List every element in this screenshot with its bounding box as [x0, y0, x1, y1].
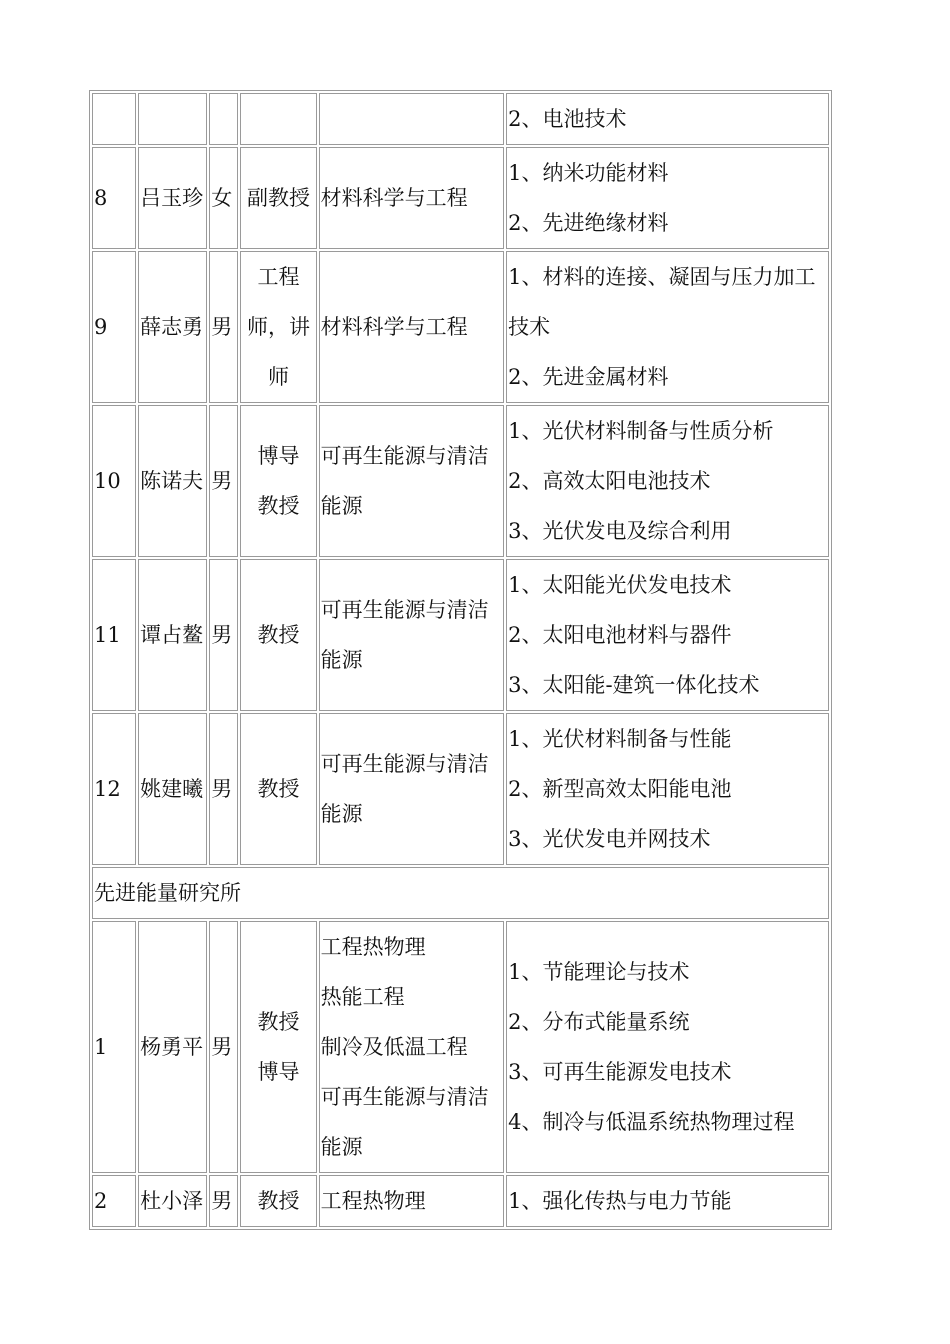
cell-line: 教授 — [257, 494, 300, 518]
cell-line: 能源 — [320, 648, 363, 672]
discipline — [319, 93, 505, 145]
table-body-lower — [92, 921, 829, 1227]
research-directions — [506, 713, 829, 865]
cell-line: 1、材料的连接、凝固与压力加工 — [508, 265, 816, 289]
research-directions — [506, 251, 829, 403]
gender: 男 — [209, 1175, 238, 1227]
academic-title — [240, 1175, 316, 1227]
cell-line: 能源 — [320, 1135, 363, 1159]
cell-line: 教授 — [257, 1189, 300, 1213]
discipline — [319, 921, 505, 1173]
cell-line: 2、太阳电池材料与器件 — [508, 623, 732, 647]
cell-line: 2、分布式能量系统 — [508, 1010, 690, 1034]
row-number: 9 — [92, 251, 136, 403]
cell-line: 3、可再生能源发电技术 — [508, 1060, 732, 1084]
cell-line: 材料科学与工程 — [320, 315, 468, 339]
cell-line: 师 — [267, 365, 289, 389]
gender: 男 — [209, 921, 238, 1173]
gender: 男 — [209, 713, 238, 865]
cell-line: 热能工程 — [320, 985, 405, 1009]
research-directions — [506, 147, 829, 249]
cell-line: 2、高效太阳电池技术 — [508, 469, 711, 493]
cell-line: 教授 — [257, 1010, 300, 1034]
discipline — [319, 405, 505, 557]
faculty-name: 陈诺夫 — [138, 405, 207, 557]
cell-line: 1、强化传热与电力节能 — [508, 1189, 732, 1213]
cell-line: 3、光伏发电并网技术 — [508, 827, 711, 851]
cell-line: 2、先进绝缘材料 — [508, 211, 669, 235]
faculty-name: 吕玉珍 — [138, 147, 207, 249]
discipline — [319, 713, 505, 865]
research-directions — [506, 1175, 829, 1227]
discipline — [319, 559, 505, 711]
academic-title — [240, 251, 316, 403]
cell-line: 可再生能源与清洁 — [320, 1085, 489, 1109]
cell-line: 1、光伏材料制备与性能 — [508, 727, 732, 751]
cell-line: 教授 — [257, 777, 300, 801]
cell-line: 副教授 — [246, 186, 310, 210]
cell-line: 1、太阳能光伏发电技术 — [508, 573, 732, 597]
cell-line: 材料科学与工程 — [320, 186, 468, 210]
section-header-row — [92, 867, 829, 919]
cell-line: 可再生能源与清洁 — [320, 752, 489, 776]
cell-line: 2、先进金属材料 — [508, 365, 669, 389]
row-number: 10 — [92, 405, 136, 557]
gender: 男 — [209, 405, 238, 557]
cell-line: 2、新型高效太阳能电池 — [508, 777, 732, 801]
section-title: 先进能量研究所 — [92, 867, 829, 919]
table-row — [92, 921, 829, 1173]
table-row — [92, 251, 829, 403]
faculty-name: 杜小泽 — [138, 1175, 207, 1227]
academic-title — [240, 147, 316, 249]
faculty-name — [138, 93, 207, 145]
cell-line: 博导 — [257, 1060, 300, 1084]
cell-line: 3、太阳能-建筑一体化技术 — [508, 673, 760, 697]
row-number: 12 — [92, 713, 136, 865]
cell-line: 师，讲 — [246, 315, 310, 339]
cell-line: 工程 — [257, 265, 300, 289]
table-row — [92, 93, 829, 145]
gender: 女 — [209, 147, 238, 249]
cell-line: 制冷及低温工程 — [320, 1035, 468, 1059]
research-directions — [506, 921, 829, 1173]
cell-line: 能源 — [320, 802, 363, 826]
cell-line: 1、光伏材料制备与性质分析 — [508, 419, 774, 443]
cell-line: 可再生能源与清洁 — [320, 444, 489, 468]
cell-line: 博导 — [257, 444, 300, 468]
academic-title — [240, 93, 316, 145]
cell-line: 2、电池技术 — [508, 107, 627, 131]
gender: 男 — [209, 559, 238, 711]
section-header-group — [92, 867, 829, 919]
faculty-name: 谭占鳌 — [138, 559, 207, 711]
discipline — [319, 251, 505, 403]
research-directions — [506, 559, 829, 711]
cell-line: 技术 — [508, 315, 551, 339]
academic-title — [240, 405, 316, 557]
faculty-name: 杨勇平 — [138, 921, 207, 1173]
faculty-table — [89, 90, 832, 1230]
cell-line: 4、制冷与低温系统热物理过程 — [508, 1110, 795, 1134]
academic-title — [240, 713, 316, 865]
discipline — [319, 147, 505, 249]
research-directions — [506, 93, 829, 145]
row-number: 8 — [92, 147, 136, 249]
table-row — [92, 147, 829, 249]
cell-line: 可再生能源与清洁 — [320, 598, 489, 622]
cell-line: 3、光伏发电及综合利用 — [508, 519, 732, 543]
cell-line: 1、节能理论与技术 — [508, 960, 690, 984]
gender: 男 — [209, 251, 238, 403]
academic-title — [240, 559, 316, 711]
table-row — [92, 559, 829, 711]
row-number — [92, 93, 136, 145]
row-number: 11 — [92, 559, 136, 711]
gender — [209, 93, 238, 145]
academic-title — [240, 921, 316, 1173]
cell-line: 教授 — [257, 623, 300, 647]
cell-line: 工程热物理 — [320, 935, 426, 959]
research-directions — [506, 405, 829, 557]
table-row — [92, 1175, 829, 1227]
faculty-name: 薛志勇 — [138, 251, 207, 403]
cell-line: 1、纳米功能材料 — [508, 161, 669, 185]
cell-line: 能源 — [320, 494, 363, 518]
faculty-name: 姚建曦 — [138, 713, 207, 865]
row-number: 2 — [92, 1175, 136, 1227]
row-number: 1 — [92, 921, 136, 1173]
table-row — [92, 405, 829, 557]
cell-line: 工程热物理 — [320, 1189, 426, 1213]
table-row — [92, 713, 829, 865]
table-body-upper — [92, 93, 829, 865]
discipline — [319, 1175, 505, 1227]
